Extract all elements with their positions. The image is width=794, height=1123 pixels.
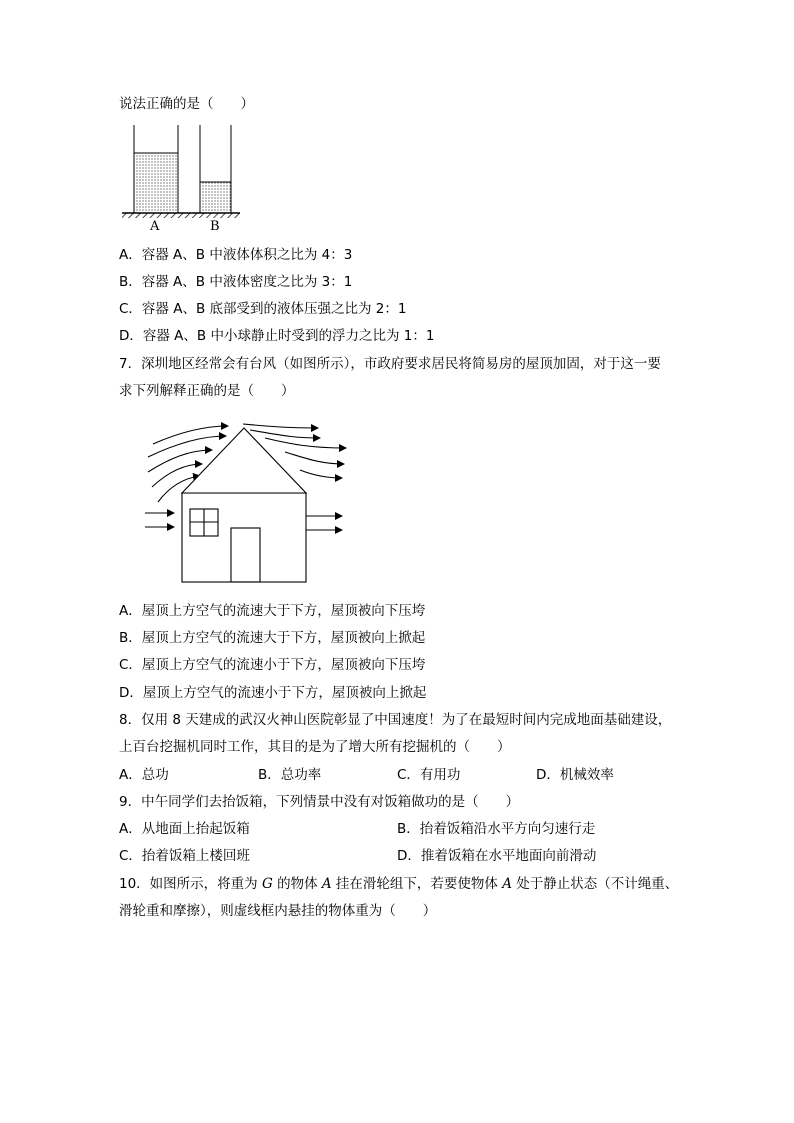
q10-var-a: A <box>321 876 332 892</box>
q8-stem-line2: 上百台挖掘机同时工作，其目的是为了增大所有挖掘机的（ ） <box>119 739 511 755</box>
q8-stem-line1: 8．仅用 8 天建成的武汉火神山医院彰显了中国速度！为了在最短时间内完成地面基础建设， <box>119 712 672 728</box>
container-b-label: B <box>210 219 220 234</box>
q10-stem-pre: 10．如图所示，将重为 <box>119 876 262 892</box>
q10-stem-mid2: 挂在滑轮组下，若要使物体 <box>331 876 503 892</box>
q9-option-a: A．从地面上抬起饭箱 <box>119 821 250 837</box>
q9-stem: 9．中午同学们去抬饭箱，下列情景中没有对饭箱做功的是（ ） <box>119 794 520 810</box>
q7-option-c: C．屋顶上方空气的流速小于下方，屋顶被向下压垮 <box>119 657 426 673</box>
q7-house-wind-figure <box>140 412 355 587</box>
q6-option-d: D．容器 A、B 中小球静止时受到的浮力之比为 1：1 <box>119 328 435 344</box>
q6-option-c: C．容器 A、B 底部受到的液体压强之比为 2：1 <box>119 301 407 317</box>
q8-option-a: A．总功 <box>119 767 169 783</box>
q8-option-d: D．机械效率 <box>536 767 614 783</box>
q10-stem-post: 处于静止状态（不计绳重、 <box>511 876 679 892</box>
q10-stem-mid: 的物体 <box>272 876 322 892</box>
q7-stem-line2: 求下列解释正确的是（ ） <box>119 383 295 399</box>
q9-option-c: C．抬着饭箱上楼回班 <box>119 848 250 864</box>
q7-option-a: A．屋顶上方空气的流速大于下方，屋顶被向下压垮 <box>119 603 426 619</box>
q6-option-b: B．容器 A、B 中液体密度之比为 3：1 <box>119 274 353 290</box>
q7-option-b: B．屋顶上方空气的流速大于下方，屋顶被向上掀起 <box>119 630 426 646</box>
q6-stem-tail: 说法正确的是（ ） <box>119 96 254 112</box>
q7-option-d: D．屋顶上方空气的流速小于下方，屋顶被向上掀起 <box>119 685 427 701</box>
q7-stem-line1: 7．深圳地区经常会有台风（如图所示），市政府要求居民将简易房的屋顶加固，对于这一要 <box>119 356 661 372</box>
q6-container-figure <box>118 122 244 234</box>
q8-option-b: B．总功率 <box>258 767 322 783</box>
q10-stem-line1 <box>119 874 678 894</box>
q6-option-a: A．容器 A、B 中液体体积之比为 4：3 <box>119 247 353 263</box>
q9-option-d: D．推着饭箱在水平地面向前滑动 <box>397 848 597 864</box>
container-b <box>200 125 231 213</box>
q10-var-g: G <box>261 876 273 892</box>
container-a-label: A <box>150 219 160 234</box>
q9-option-b: B．抬着饭箱沿水平方向匀速行走 <box>397 821 596 837</box>
q10-stem-line2: 滑轮重和摩擦），则虚线框内悬挂的物体重为（ ） <box>119 903 437 919</box>
container-a <box>134 125 178 213</box>
q10-var-a2: A <box>502 876 512 892</box>
ground-surface <box>122 213 240 218</box>
q8-option-c: C．有用功 <box>397 767 461 783</box>
